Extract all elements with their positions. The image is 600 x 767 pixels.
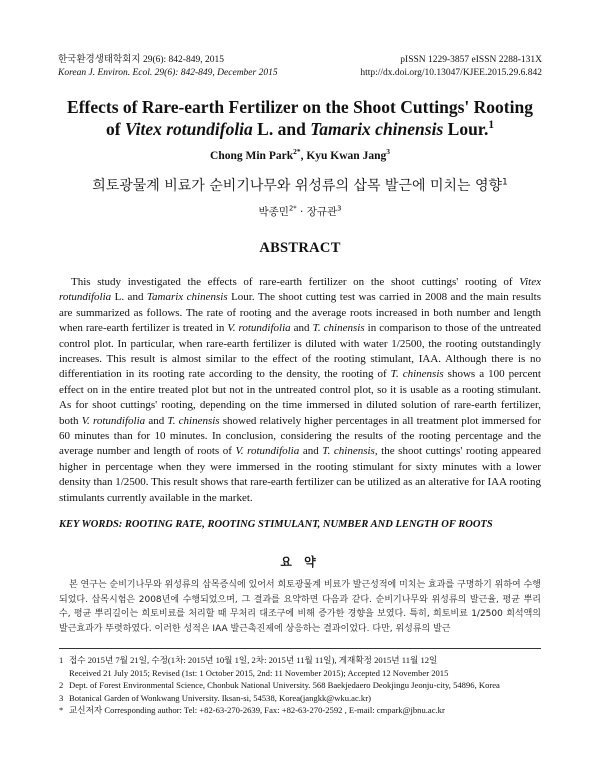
doi-link[interactable]: http://dx.doi.org/10.13047/KJEE.2015.29.6.842 <box>360 68 542 78</box>
author-1-mark[interactable]: 2* <box>293 147 301 157</box>
title-species2: Tamarix chinensis <box>310 119 444 139</box>
footnote-number: * <box>59 705 64 715</box>
abstract-text: and <box>299 445 323 458</box>
author-list <box>0 147 600 162</box>
abstract-text: and <box>290 322 313 335</box>
author-1: Chong Min Park <box>210 150 294 162</box>
abstract-text: L. and <box>111 291 147 304</box>
abstract-text: Lour. The shoot cutting test was carried in 2008 and the main results are summarized as follows. The rate of rooting and the average roots increased in both number and length when rare-earth fertilizer is treated in <box>59 291 541 335</box>
title-part4: Lour. <box>443 119 489 139</box>
footnote-1 <box>59 654 549 667</box>
abstract-text: This study investigated the effects of rare-earth fertilizer on the shoot cuttings' rooting of <box>71 276 520 288</box>
abstract-text: , the shoot cuttings' rooting appeared higher in percentage when they were immersed in the rooting stimulant for sixty minutes with a lower density than 1/2500. This result shows that rare-earth fertilizer can be utilized as an alterative for IAA rooting stimulants currently available in the market. <box>59 445 541 504</box>
footnote-text: Received 21 July 2015; Revised (1st: 1 October 2015, 2nd: 11 November 2015); Accepted 12 November 2015 <box>69 667 449 678</box>
species-name: V. rotundifolia <box>81 414 146 427</box>
abstract-heading: ABSTRACT <box>259 240 341 256</box>
issn: pISSN 1229-3857 eISSN 2288-131X <box>400 55 542 65</box>
footnote-divider <box>59 648 541 649</box>
footnote-text: 접수 2015년 7월 21일, 수정(1차: 2015년 10월 1일, 2차: 2015년 11월 11일), 게재확정 2015년 11월 12일 <box>69 655 438 665</box>
species-name: Vitex rotundifolia <box>59 276 541 304</box>
species-name: T. chinensis <box>390 368 444 381</box>
korean-author-2-mark[interactable]: 3 <box>337 204 342 213</box>
title-species1: Vitex rotundifolia <box>124 119 253 139</box>
footnotes <box>59 654 549 717</box>
footnote-text: Dept. of Forest Environmental Science, Chonbuk National University. 568 Baekjedaero Deokjingu Jeonju-city, 54896, Korea <box>69 680 500 690</box>
footnote-number: 3 <box>59 692 64 703</box>
korean-author-2: 장규관 <box>306 206 338 218</box>
species-name: T. chinensis <box>322 445 375 458</box>
abstract-text: showed relatively higher percentages in all treatment plot immersed for 60 minutes than for 10 minutes. In conclusion, considering the results of the rooting percentage and the average number and length of roots of <box>59 414 541 458</box>
journal-header-right <box>360 54 542 80</box>
korean-title-text: 희토광물계 비료가 순비기나무와 위성류의 삽목 발근에 미치는 영향 <box>92 178 503 194</box>
title-footnote-mark[interactable]: 1 <box>488 119 495 132</box>
abstract-text: shows a 100 percent effect on in the entire treated plot but not in the untreated control plot, so it is usable as a rooting stimulant. As for shoot cuttings' rooting, depending on the time immersed in diluted solution of rare-earth fertilizer, both <box>59 368 541 427</box>
author-2: Kyu Kwan Jang <box>306 150 387 162</box>
author-sep: , <box>300 150 307 162</box>
korean-abstract-body: 본 연구는 순비기나무와 위성류의 삽목증식에 있어서 희토광물계 비료가 발근성적에 미치는 효과를 구명하기 위하여 수행되었다. 삽목시험은 2008년에 수행되었으며, 그 결과를 요약하면 다음과 같다. 순비기나무와 위성류의 발근율, 평균 뿌리 수, 평균 뿌리길이는 희토비료를 처리할 때 무처리 대조구에 비해 증가한 경향을 보였다. 특히, 희토비료 1/2500 희석액의 발근효과가 뚜렷하였다. 이러한 성적은 IAA 발근촉진제에 상응하는 결과이었다. 다만, 위성류의 발근 <box>59 580 541 634</box>
journal-header-left <box>58 54 278 80</box>
footnote-number: 2 <box>59 680 64 690</box>
footnote-1-en <box>59 667 549 680</box>
species-name: V. rotundifolia <box>235 445 300 458</box>
title-part3: L. and <box>252 119 311 139</box>
footnote-corresponding <box>59 704 549 717</box>
journal-kor: 한국환경생태학회지 29(6): 842-849, 2015 <box>58 55 224 65</box>
abstract-text: and <box>145 414 168 427</box>
footnote-2 <box>59 679 549 692</box>
korean-author-1-mark[interactable]: 2* <box>288 204 297 213</box>
footnote-3 <box>59 692 549 705</box>
footnote-number: 1 <box>59 655 64 665</box>
korean-title-mark[interactable]: 1 <box>502 177 508 188</box>
title-line1: Effects of Rare-earth Fertilizer on the Shoot Cuttings' Rooting <box>67 97 533 117</box>
korean-author-list <box>0 204 600 219</box>
korean-author-sep: · <box>296 206 307 218</box>
species-name: T. chinensis <box>167 414 220 427</box>
paper-title <box>40 96 560 140</box>
footnote-text: Botanical Garden of Wonkwang University. Iksan-si, 54538, Korea(jangkk@wku.ac.kr) <box>69 692 371 703</box>
abstract-text: in comparison to those of the untreated control plot. In particular, when rare-earth fertilizer is diluted with water 1/2500, the rooting outstandingly increases. This result is almost similar to the effect of the rooting stimulant, IAA. Although there is no differentiation in its rooting rate according to the density, the rooting of <box>59 322 541 381</box>
journal-en: Korean J. Environ. Ecol. 29(6): 842-849, December 2015 <box>58 68 278 78</box>
korean-title <box>0 175 600 195</box>
species-name: Tamarix chinensis <box>146 291 228 304</box>
keywords: KEY WORDS: ROOTING RATE, ROOTING STIMULANT, NUMBER AND LENGTH OF ROOTS <box>59 519 493 530</box>
author-2-mark[interactable]: 3 <box>386 147 390 157</box>
title-part2: of <box>105 119 125 139</box>
korean-author-1: 박종민 <box>258 206 289 218</box>
species-name: T. chinensis <box>312 322 365 335</box>
species-name: V. rotundifolia <box>227 322 291 335</box>
footnote-text: 교신저자 Corresponding author: Tel: +82-63-270-2639, Fax: +82-63-270-2592 , E-mail: cmpark@jbnu.ac.kr <box>69 705 445 715</box>
korean-abstract-heading: 요 약 <box>280 555 320 569</box>
abstract-body <box>59 275 541 506</box>
